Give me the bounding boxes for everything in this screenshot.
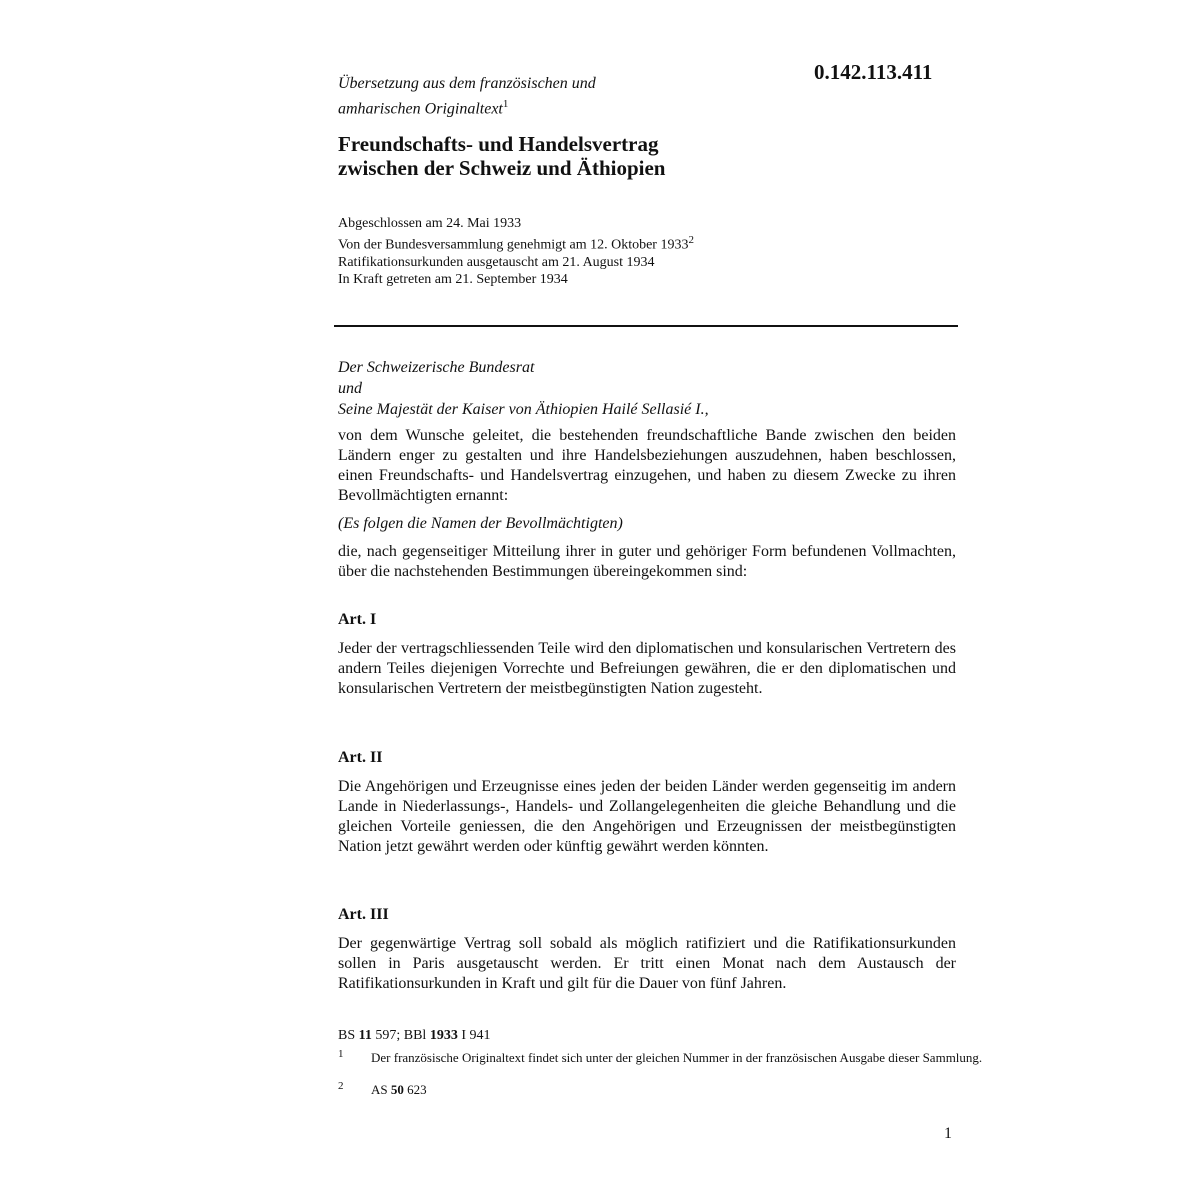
header-divider [334, 325, 958, 327]
article-2 [338, 748, 956, 857]
party-second: Seine Majestät der Kaiser von Äthiopien Hailé Sellasié I., [338, 401, 709, 418]
preamble: von dem Wunsche geleitet, die bestehenden freundschaftliche Bande zwischen den beiden Ländern enger zu gestalten und ihre Handelsbeziehungen auszudehnen, haben beschlossen, einen Freundschafts- und Handelsvertrag einzugehen, und haben zu diesem Zwecke zu ihren Bevollmächtigten ernannt: [338, 427, 956, 504]
translation-note-text: amharischen Originaltext [338, 100, 503, 118]
source-reference [338, 1028, 491, 1044]
footnote-ref-1[interactable]: 1 [502, 98, 509, 110]
party-first: Der Schweizerische Bundesrat [338, 359, 535, 376]
title-line1: Freundschafts- und Handelsvertrag [338, 132, 659, 156]
article-heading: Art. I [338, 611, 377, 628]
article-3 [338, 905, 956, 994]
article-text: Der gegenwärtige Vertrag soll sobald als möglich ratifiziert und die Ratifikationsurkunden sollen in Paris ausgetauscht werden. Er tritt einen Monat nach dem Austausch der Ratifikationsurkunden in Kraft und gilt für die Dauer von fünf Jahren. [338, 935, 956, 992]
translation-note [338, 74, 596, 119]
title-line2: zwischen der Schweiz und Äthiopien [338, 156, 666, 180]
bs-page: 597; BBl [375, 1028, 427, 1043]
plenipotentiaries-note: (Es folgen die Namen der Bevollmächtigten) [338, 515, 623, 532]
footnote-text [371, 1082, 991, 1097]
bbl-rest: I 941 [461, 1028, 491, 1043]
date-ratification: Ratifikationsurkunden ausgetauscht am 21. August 1934 [338, 254, 655, 270]
date-concluded: Abgeschlossen am 24. Mai 1933 [338, 216, 522, 231]
document-title [338, 132, 665, 180]
page-number: 1 [944, 1125, 952, 1142]
agreement-clause: die, nach gegenseitiger Mitteilung ihrer in guter und gehöriger Form befundenen Vollmachten, über die nachstehenden Bestimmungen übereingekommen sind: [338, 543, 956, 580]
article-text: Jeder der vertragschliessenden Teile wird den diplomatischen und konsularischen Vertretern des andern Teiles diejenigen Vorrechte und Befreiungen gewähren, die er den diplomatischen und konsularischen Vertretern der meistbegünstigten Nation zugesteht. [338, 640, 956, 697]
bs-prefix: BS [338, 1028, 356, 1043]
sr-number: 0.142.113.411 [814, 60, 933, 84]
footnote-text: Der französische Originaltext findet sich unter der gleichen Nummer in der französischen Ausgabe dieser Sammlung. [371, 1050, 983, 1065]
bbl-year: 1933 [429, 1028, 458, 1043]
article-1 [338, 610, 956, 699]
article-heading: Art. III [338, 906, 389, 923]
treaty-dates [338, 215, 694, 288]
footnote-number: 1 [338, 1048, 344, 1060]
date-approved-text: Von der Bundesversammlung genehmigt am 12. Oktober 1933 [338, 237, 689, 253]
article-heading: Art. II [338, 749, 383, 766]
as-page: 623 [407, 1082, 427, 1097]
date-approved [338, 232, 694, 254]
translation-note-line1: Übersetzung aus dem französischen und [338, 75, 596, 92]
as-prefix: AS [371, 1082, 388, 1097]
date-in-force: In Kraft getreten am 21. September 1934 [338, 271, 568, 287]
article-text: Die Angehörigen und Erzeugnisse eines jeden der beiden Länder werden gegenseitig im andern Lande in Niederlassungs-, Handels- und Zollangelegenheiten die gleiche Behandlung und die gleichen Vorteile geniessen, die den Angehörigen und Erzeugnissen der meistbegünstigten Nation jetzt gewährt werden oder künftig gewährt werden könnten. [338, 778, 956, 855]
footnote-number: 2 [338, 1080, 344, 1092]
footnote-ref-2[interactable]: 2 [688, 234, 694, 246]
bs-volume: 11 [358, 1028, 372, 1043]
translation-note-line2 [338, 94, 596, 119]
as-volume: 50 [390, 1082, 404, 1097]
contracting-parties [338, 357, 956, 420]
party-and: und [338, 380, 362, 397]
